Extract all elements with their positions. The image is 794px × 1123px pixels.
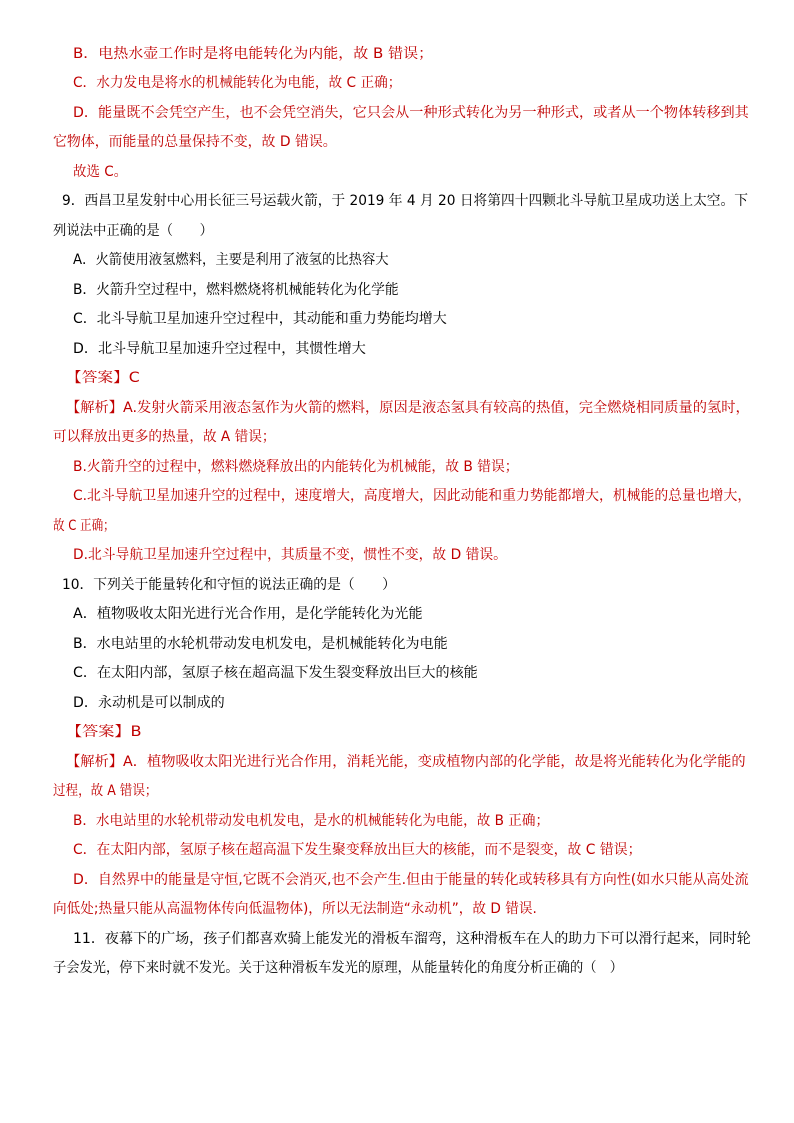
text-line: D．自然界中的能量是守恒,它既不会消灭,也不会产生.但由于能量的转化或转移具有方向性(如水只能从高处流 [73,872,749,888]
text-line: C．水力发电是将水的机械能转化为电能，故 C 正确； [73,75,402,91]
text-line: B．水电站里的水轮机带动发电机发电，是水的机械能转化为电能，故 B 正确； [73,813,550,829]
text-line: 【解析】A．植物吸收太阳光进行光合作用，消耗光能，变成植物内部的化学能，故是将光能转化为化学能的 [66,754,746,770]
text-line: B．电热水壶工作时是将电能转化为内能，故 B 错误； [73,46,434,62]
text-line: 子会发光，停下来时就不发光。关于这种滑板车发光的原理，从能量转化的角度分析正确的（ ） [53,960,623,976]
text-line: D．北斗导航卫星加速升空过程中，其惯性增大 [73,341,366,357]
text-line: 9．西昌卫星发射中心用长征三号运载火箭，于 2019 年 4 月 20 日将第四十四颗北斗导航卫星成功送上太空。下 [62,193,748,209]
text-line: C．在太阳内部，氢原子核在超高温下发生裂变释放出巨大的核能 [73,665,478,681]
text-line: 它物体，而能量的总量保持不变，故 D 错误。 [53,134,337,150]
text-line: 可以释放出更多的热量，故 A 错误； [53,429,276,445]
text-line: 【答案】C [66,370,140,386]
text-line: D．能量既不会凭空产生，也不会凭空消失，它只会从一种形式转化为另一种形式，或者从一个物体转移到其 [73,105,749,121]
text-line: 向低处;热量只能从高温物体传向低温物体)，所以无法制造“永动机”，故 D 错误. [53,901,537,917]
text-line: 故选 C。 [73,164,128,180]
text-line: 【答案】B [66,724,142,740]
text-line: A．火箭使用液氢燃料，主要是利用了液氢的比热容大 [73,252,389,268]
text-line: D．永动机是可以制成的 [73,695,225,711]
text-line: 10．下列关于能量转化和守恒的说法正确的是（ ） [62,577,396,593]
text-line: B.火箭升空的过程中，燃料燃烧释放出的内能转化为机械能，故 B 错误； [73,459,519,475]
text-line: 11．夜幕下的广场，孩子们都喜欢骑上能发光的滑板车溜弯，这种滑板车在人的助力下可以滑行起来，同时轮 [73,931,751,947]
text-line: B．火箭升空过程中，燃料燃烧将机械能转化为化学能 [73,282,399,298]
text-line: 过程，故 A 错误； [53,783,158,799]
text-line: 列说法中正确的是（ ） [53,223,214,239]
text-line: 【解析】A.发射火箭采用液态氢作为火箭的燃料，原因是液态氢具有较高的热值，完全燃烧相同质量的氢时， [66,400,750,416]
text-line: C．在太阳内部，氢原子核在超高温下发生聚变释放出巨大的核能，而不是裂变，故 C 错误； [73,842,642,858]
text-line: A．植物吸收太阳光进行光合作用，是化学能转化为光能 [73,606,423,622]
text-line: C.北斗导航卫星加速升空的过程中，速度增大，高度增大，因此动能和重力势能都增大，机械能的总量也增大， [73,488,752,504]
text-line: D.北斗导航卫星加速升空过程中，其质量不变，惯性不变，故 D 错误。 [73,547,507,563]
text-line: 故 C 正确； [53,518,115,534]
text-line: B．水电站里的水轮机带动发电机发电，是机械能转化为电能 [73,636,448,652]
text-line: C．北斗导航卫星加速升空过程中，其动能和重力势能均增大 [73,311,447,327]
